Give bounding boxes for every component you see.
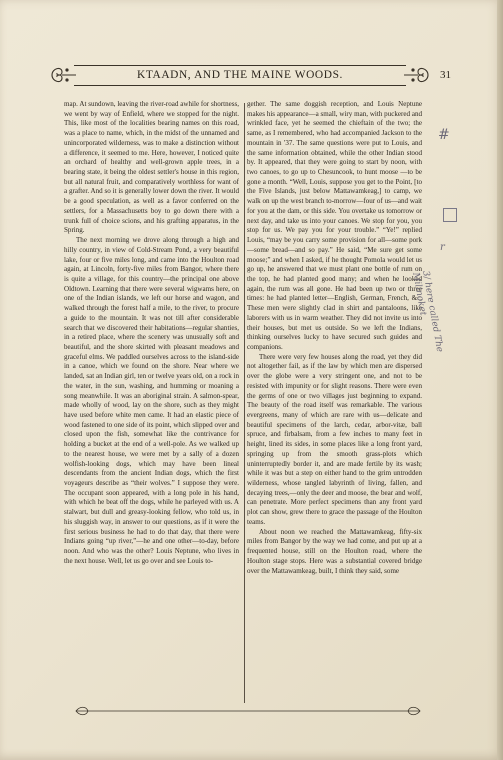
bottom-ornament-icon [74, 705, 422, 717]
left-paragraph-1: map. At sundown, leaving the river-road awhile for shortness, we went by way of Enfield, where we stopped for the night. This, like most of the localities bearing names on this road, was a place to name, which, in the midst of the unnamed and unincorporated wilderness, was to make a distinction without a difference, it seemed to me. Here, however, I noticed quite an orchard of healthy and well-grown apple trees, in a bearing state, it being the oldest settler's house in this region, but all natural fruit, and comparatively worthless for want of a grafter. And so it is generally lower down the river. It would be a good speculation, as well as a favor conferred on the settlers, for a Massachusetts boy to go down there with a trunk full of choice scions, and his grafting apparatus, in the Spring. [64, 100, 239, 235]
running-title: KTAADN, AND THE MAINE WOODS. [137, 69, 343, 81]
column-divider [244, 103, 245, 703]
margin-mark-r: r [440, 242, 445, 253]
margin-mark-hash: # [438, 127, 450, 143]
left-text-column [64, 100, 239, 567]
right-paragraph-1: gether. The same doggish reception, and Louis Neptune makes his appearance—a small, wiry man, with puckered and wrinkled face, yet he seemed the chieftain of the two; the same, as I remembered, who had accompanied Jackson to the mountain in '37. The same questions were put to Louis, and the same information obtained, while the other Indian stood by. It appeared, that they were going to start by noon, with two canoes, to go up to Chesuncook, to hunt moose —to be gone a month. “Well, Louis, suppose you get to the Point, [to the Five Islands, just below Mattawamkeag,] to camp, we walk on up the west branch to-morrow—four of us—and wait for you at the dam, or this side. You overtake us tomorrow or next day, and take us into your canoes. We stop for you, you stop for us. We pay you for your trouble.” “Ye!” replied Louis, “may be you carry some provision for all—some pork—some bread—and so pay.” He said, “Me sure get some moose;” and when I asked, if he thought Pomola would let us go up, he answered that we must plant one bottle of rum on the top, he had planted good many; and when he looked again, the rum was all gone. He had been up two or three times: he had planted letter—English, German, French, &c. These men were slightly clad in shirt and pantaloons, like laborers with us in warm weather. They did not invite us into their houses, but met us outside. So we left the Indians, thinking ourselves lucky to have secured such guides and companions. [247, 100, 422, 351]
left-paragraph-2: The next morning we drove along through a high and hilly country, in view of Cold-Stream Pond, a very beautiful lake, four or five miles long, and came into the Houlton road again, at Lincoln, forty-five miles from Bangor, where there is quite a village, for this country—the principal one above Oldtown. Learning that there were several wigwams here, on one of the Indian islands, we left our horse and wagon, and walked through the forest half a mile, to the river, to procure a guide to the mountain. It was not till after considerable search that we discovered their habitations—regular shanties, in a retired place, where the scenery was unusually soft and beautiful, and the shore skirted with pleasant meadows and graceful elms. We paddled ourselves across to the island-side in a canoe, which we found on the shore. Near where we landed, sat an Indian girl, ten or twelve years old, on a rock in the water, in the sun, washing, and humming or moaning a song meanwhile. It was an aboriginal strain. A salmon-spear, made wholly of wood, lay on the shore, such as they might have used before white men came. It had an elastic piece of wood fastened to one side of its point, which slipped over and closed upon the fish, somewhat like the contrivance for holding a bucket at the end of a well-pole. As we walked up to the nearest house, we were met by a sally of a dozen wolfish-looking dogs, which may have been lineal descendants from the ancient Indian dogs, which the first voyageurs describe as “their wolves.” I suppose they were. The occupant soon appeared, with a long pole in his hand, with which he beat off the dogs, while he parleyed with us. A stalwart, but dull and greasy-looking fellow, who told us, in his sluggish way, in answer to our questions, as if it were the first serious business he had to do that day, that there were Indians going “up river,”—he and one other—to-day, before noon. And who was the other? Louis Neptune, who lives in the next house. Well, let us go over and see Louis to- [64, 236, 239, 565]
running-header [48, 62, 432, 90]
page-number: 31 [440, 69, 451, 81]
header-rule-top [74, 65, 406, 66]
page-edge [497, 0, 503, 760]
right-paragraph-3: About noon we reached the Mattawamkeag, fifty-six miles from Bangor by the way we had come, and put up at a frequented house, still on the Houlton road, where the Houlton stage stops. Here was a substantial covered bridge over the Mattawamkeag, built, I think they said, some [247, 527, 422, 575]
right-paragraph-2: There were very few houses along the road, yet they did not altogether fail, as if the law by which men are dispersed over the globe were a very stringent one, and not to be resisted with impunity or for slight reasons. There were even the germs of one or two villages just beginning to expand. The beauty of the road itself was remarkable. The various evergreens, many of which are rare with us—delicate and beautiful specimens of the larch, cedar, arbor-vitæ, ball spruce, and firbalsam, from a few inches to many feet in height, lined its sides, in some places like a long front yard, springing up from the smooth grass-plots which uninterruptedly border it, and are made fertile by its wash; while it was but a step on either hand to the grim untrodden wilderness, whose tangled labyrinth of living, fallen, and decaying trees,—only the deer and moose, the bear and wolf, can penetrate. More perfect specimens than any front yard plot can show, grew there to grace the passage of the Houlton teams. [247, 352, 422, 526]
handwritten-margin-note: 3/ here called The Milinoket [410, 270, 445, 353]
header-rule-bottom [74, 85, 406, 86]
margin-bracket-mark [443, 208, 457, 222]
right-ornament-icon [404, 64, 432, 86]
right-text-column [247, 100, 422, 576]
